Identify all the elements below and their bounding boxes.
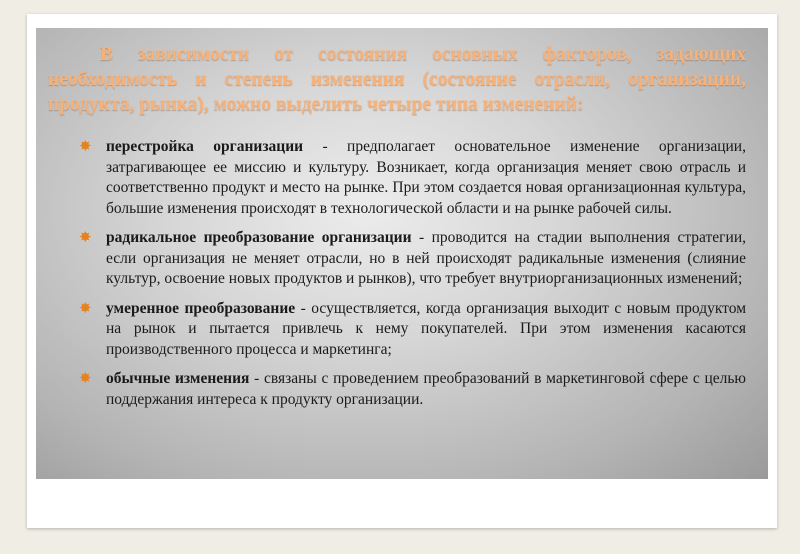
sun-bullet-icon: ✸ xyxy=(79,228,92,246)
item-text: - предполагает основательное изменение организации, затрагивающее ее миссию и культуру. Возникает, когда организация меняет свою отрасль и соответственно продукт и место на рынке. При этом создается новая организационная культура, большие изменения происходят в технологической области и на рынке рабочей силы. xyxy=(106,138,746,217)
slide-heading: В зависимости от состояния основных факторов, задающих необходимость и степень изменения (состояние отрасли, организации, продукта, рынка), можно выделить четыре типа изменений: xyxy=(48,44,746,115)
item-term: радикальное преобразование организации xyxy=(106,229,412,246)
item-text: - осуществляется, когда организация выходит с новым продуктом на рынок и пытается привлечь к нему покупателей. При этом изменения касаются производственного процесса и маркетинга; xyxy=(106,299,747,358)
content-panel xyxy=(36,28,768,479)
list-item xyxy=(79,369,746,410)
change-types-list xyxy=(48,137,746,410)
item-text: - связаны с проведением преобразований в маркетинговой сфере с целью поддержания интереса к продукту организации. xyxy=(106,370,746,408)
sun-bullet-icon: ✸ xyxy=(79,137,92,155)
item-term: умеренное преобразование xyxy=(106,299,296,317)
list-item xyxy=(79,137,746,219)
sun-bullet-icon: ✸ xyxy=(79,298,92,317)
item-term: обычные изменения xyxy=(106,370,250,387)
sun-bullet-icon: ✸ xyxy=(79,369,92,387)
item-term: перестройка организации xyxy=(106,138,304,155)
list-item xyxy=(79,298,747,361)
list-item xyxy=(79,228,747,290)
item-text: - проводится на стадии выполнения стратегии, если организация не меняет отрасли, но в ней происходят радикальные изменения (слияние культур, освоение новых продуктов и рынков), что требует внутриорганизационных изменений; xyxy=(106,229,747,287)
